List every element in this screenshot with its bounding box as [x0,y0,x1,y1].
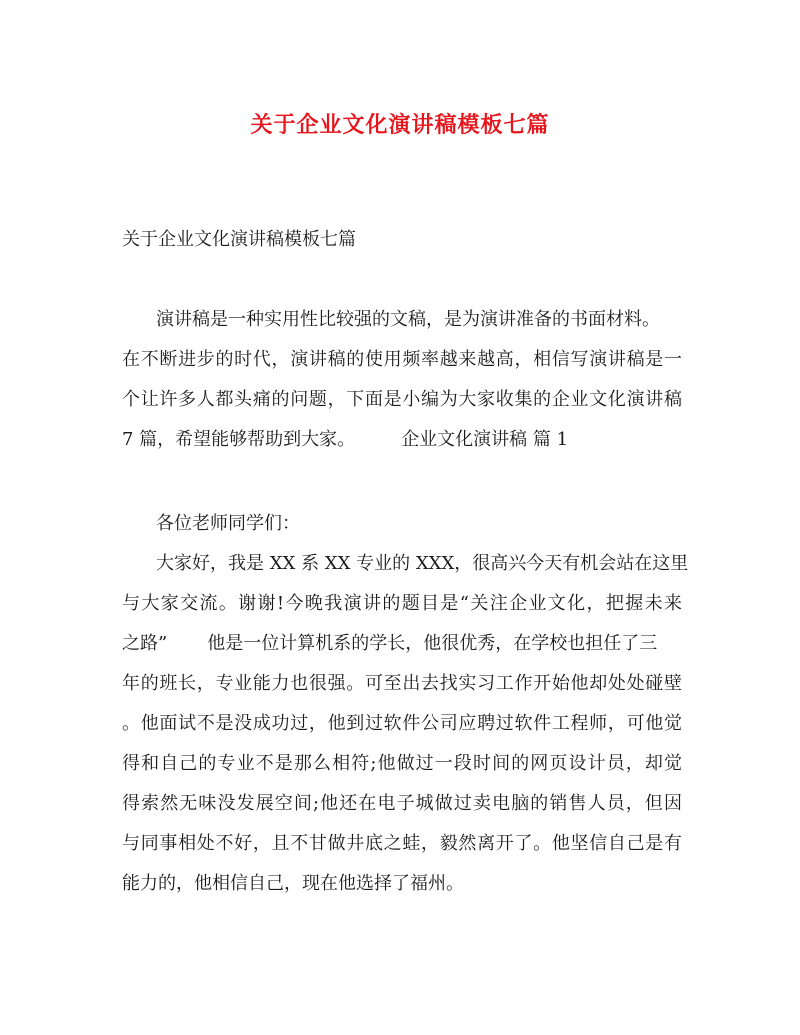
body-line: 年的班长，专业能力也很强。可至出去找实习工作开始他却处处碰壁 [122,673,682,694]
body-line: 之路” [122,633,168,654]
intro-line: 个让许多人都头痛的问题，下面是小编为大家收集的企业文化演讲稿 [122,389,682,410]
document-subtitle: 关于企业文化演讲稿模板七篇 [122,229,356,250]
body-line-combined [122,632,682,656]
intro-line: 在不断进步的时代，演讲稿的使用频率越来越高，相信写演讲稿是一 [122,349,682,370]
body-line: 得和自己的专业不是那么相符;他做过一段时间的网页设计员，却觉 [122,753,682,774]
body-line: 。他面试不是没成功过，他到过软件公司应聘过软件工程师，可他觉 [122,713,682,734]
body-line: 他是一位计算机系的学长，他很优秀，在学校也担任了三 [207,633,658,654]
body-line: 与大家交流。谢谢!今晚我演讲的题目是“关注企业文化，把握未来 [122,593,682,614]
section-heading: 企业文化演讲稿 篇 1 [401,429,569,450]
body-line: 大家好，我是 XX 系 XX 专业的 XXX，很高兴今天有机会站在这里 [156,553,689,574]
intro-line: 演讲稿是一种实用性比较强的文稿，是为演讲准备的书面材料。 [156,309,660,330]
intro-last-line [122,428,682,452]
body-line: 与同事相处不好，且不甘做井底之蛙，毅然离开了。他坚信自己是有 [122,833,682,854]
intro-line: 7 篇，希望能够帮助到大家。 [122,429,356,450]
greeting: 各位老师同学们： [156,513,300,534]
document-title: 关于企业文化演讲稿模板七篇 [250,112,550,138]
body-line: 能力的，他相信自己，现在他选择了福州。 [122,873,464,894]
body-line: 得索然无味没发展空间;他还在电子城做过卖电脑的销售人员，但因 [122,793,682,814]
